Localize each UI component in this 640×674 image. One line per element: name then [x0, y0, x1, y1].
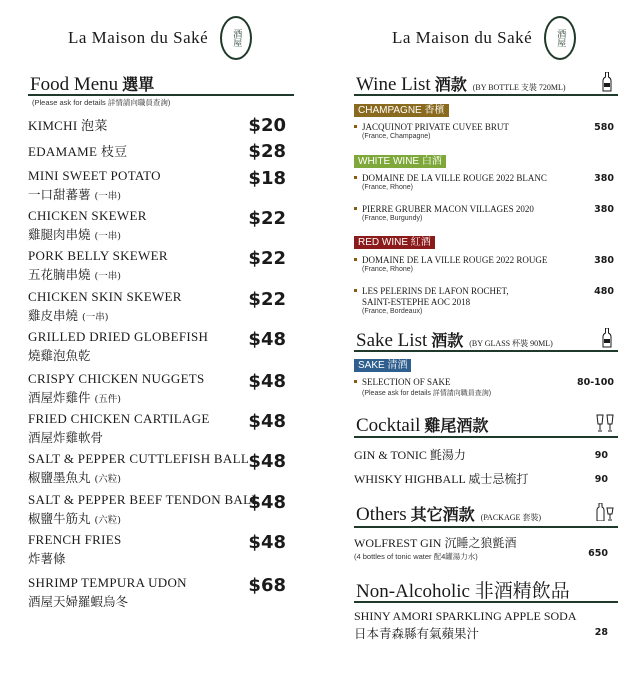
food-item-qty: (六粒) [94, 515, 121, 526]
food-item-price: $48 [248, 371, 286, 392]
wine-item [354, 122, 618, 140]
food-item [28, 329, 294, 364]
bottle-glass-icon [596, 503, 614, 521]
food-item-cn-name: 一口甜蕃薯 [28, 187, 91, 202]
food-title-rule [28, 94, 294, 96]
food-item-price: $48 [248, 329, 286, 350]
wine-item-name: DOMAINE DE LA VILLE ROUGE 2022 ROUGE [362, 255, 548, 265]
wine-item-price: 380 [594, 255, 614, 266]
others-item-price: 650 [588, 548, 608, 559]
food-item [28, 411, 294, 446]
brand-name: La Maison du Saké [392, 28, 533, 47]
wine-category-badge: WHITE WINE 白酒 [354, 155, 446, 168]
cocktail-item-price: 90 [594, 450, 608, 461]
food-item-price: $20 [248, 115, 286, 136]
food-item-qty: (一串) [94, 191, 121, 202]
food-item-cn-name: 燒雞泡魚乾 [28, 348, 91, 363]
food-item-cn-name: 椒鹽墨魚丸 [28, 470, 91, 485]
others-item-name: WOLFREST GIN 沉睡之狼氈酒 [354, 536, 517, 550]
wine-item-origin: (France, Rhone) [362, 184, 413, 191]
food-item [28, 451, 294, 486]
wine-list-title: Wine List 酒款 (BY BOTTLE 支裝 720ML) [356, 74, 566, 95]
sake-list-title: Sake List 酒款 (BY GLASS 杯裝 90ML) [356, 330, 553, 351]
food-item-cn-name: 雞皮串燒 [28, 308, 79, 323]
bullet [354, 207, 357, 210]
food-item-name: CHICKEN SKEWER [28, 208, 147, 223]
seal-logo: 酒屋 [220, 16, 252, 60]
cocktail-item-name: WHISKY HIGHBALL 威士忌梳打 [354, 472, 529, 486]
food-item [28, 208, 294, 243]
food-item [28, 141, 294, 160]
wine-item-name: DOMAINE DE LA VILLE ROUGE 2022 BLANC [362, 173, 547, 183]
food-item-cn-name: 雞腿肉串燒 [28, 227, 91, 242]
wine-item-price: 380 [594, 173, 614, 184]
wine-item-origin: (France, Burgundy) [362, 215, 423, 222]
non-alcoholic-item-cn: 日本青森縣有氣蘋果汁 [354, 627, 480, 641]
non-alcoholic-item [354, 609, 618, 642]
cocktail-item [354, 446, 618, 463]
bullet [354, 380, 357, 383]
food-item-name: KIMCHI 泡菜 [28, 118, 108, 133]
non-alcoholic-item-name: SHINY AMORI SPARKLING APPLE SODA [354, 609, 577, 623]
others-title-rule [354, 526, 618, 528]
cocktail-title-rule [354, 436, 618, 438]
food-item-name: GRILLED DRIED GLOBEFISH [28, 329, 209, 344]
food-item-name: EDAMAME 枝豆 [28, 144, 128, 159]
wine-category-badge: CHAMPAGNE 香檳 [354, 104, 449, 117]
food-item-qty: (六粒) [94, 474, 121, 485]
bullet [354, 258, 357, 261]
sake-bottle-icon [602, 328, 612, 348]
glasses-icon [596, 414, 614, 432]
sake-item-price: 80-100 [577, 377, 614, 388]
food-item-name: SALT & PEPPER BEEF TENDON BALL [28, 492, 260, 507]
food-item-qty: (一串) [82, 312, 109, 323]
wine-item-name: LES PELERINS DE LAFON ROCHET, [362, 286, 509, 296]
food-item-name: MINI SWEET POTATO [28, 168, 161, 183]
food-item-price: $48 [248, 532, 286, 553]
cocktail-item [354, 470, 618, 487]
food-item-qty: (一串) [94, 271, 121, 282]
wine-title-rule [354, 94, 618, 96]
wine-item-price: 580 [594, 122, 614, 133]
food-item-name: FRIED CHICKEN CARTILAGE [28, 411, 210, 426]
food-item [28, 248, 294, 283]
food-item-name: CRISPY CHICKEN NUGGETS [28, 371, 205, 386]
food-item-cn-name: 酒屋炸雞件 [28, 390, 91, 405]
sake-item [354, 377, 618, 398]
bullet [354, 125, 357, 128]
food-item-price: $48 [248, 451, 286, 472]
wine-item [354, 286, 618, 315]
food-item-name: FRENCH FRIES [28, 532, 122, 547]
wine-bottle-icon [602, 72, 612, 92]
sake-item-note: (Please ask for details 詳情請向職員查詢) [362, 390, 492, 397]
sake-item-name: SELECTION OF SAKE [362, 377, 451, 387]
brand-header-left [68, 16, 252, 60]
others-title: Others 其它酒款 (PACKAGE 套裝) [356, 504, 542, 525]
sake-badge: SAKE 清酒 [354, 359, 411, 372]
others-item [354, 534, 618, 562]
wine-item-price: 380 [594, 204, 614, 215]
wine-item [354, 255, 618, 273]
wine-item [354, 204, 618, 222]
food-item-price: $28 [248, 141, 286, 162]
food-item [28, 492, 294, 527]
wine-item-origin: (France, Rhone) [362, 266, 413, 273]
food-menu-title: Food Menu 選單 [30, 74, 155, 95]
food-note: (Please ask for details 詳情請向職員查詢) [32, 98, 171, 107]
wine-item-origin: (France, Champagne) [362, 133, 431, 140]
food-item-price: $48 [248, 411, 286, 432]
seal-logo: 酒屋 [544, 16, 576, 60]
food-item [28, 168, 294, 203]
food-item-price: $18 [248, 168, 286, 189]
cocktail-item-name: GIN & TONIC 氈湯力 [354, 448, 466, 462]
food-item-name: PORK BELLY SKEWER [28, 248, 168, 263]
food-item-qty: (五件) [94, 394, 121, 405]
food-item-name: CHICKEN SKIN SKEWER [28, 289, 182, 304]
food-item [28, 575, 294, 610]
bullet [354, 289, 357, 292]
wine-item [354, 173, 618, 191]
food-item [28, 532, 294, 567]
sake-title-rule [354, 350, 618, 352]
food-item-cn-name: 椒鹽牛筋丸 [28, 511, 91, 526]
food-item-name: SHRIMP TEMPURA UDON [28, 575, 187, 590]
food-item-price: $68 [248, 575, 286, 596]
cocktail-item-price: 90 [594, 474, 608, 485]
food-item-price: $22 [248, 208, 286, 229]
wine-item-name-line2: SAINT-ESTEPHE AOC 2018 [362, 297, 471, 307]
non-alcoholic-item-price: 28 [594, 627, 608, 638]
bullet [354, 176, 357, 179]
wine-item-price: 480 [594, 286, 614, 297]
food-item-cn-name: 炸薯條 [28, 551, 66, 566]
food-item [28, 371, 294, 406]
food-item-price: $22 [248, 289, 286, 310]
brand-name: La Maison du Saké [68, 28, 209, 47]
food-item-cn-name: 酒屋天婦羅蝦烏冬 [28, 594, 129, 609]
others-item-note: (4 bottles of tonic water 配4罐湯力水) [354, 552, 478, 561]
wine-category-badge: RED WINE 紅酒 [354, 236, 435, 249]
non-alcoholic-title-rule [354, 601, 618, 603]
brand-header-right [392, 16, 576, 60]
food-item-qty: (一串) [94, 231, 121, 242]
non-alcoholic-title: Non-Alcoholic 非酒精飲品 [356, 581, 570, 602]
wine-item-name: JACQUINOT PRIVATE CUVEE BRUT [362, 122, 509, 132]
food-item-cn-name: 五花腩串燒 [28, 267, 91, 282]
food-item [28, 115, 294, 134]
food-item-name: SALT & PEPPER CUTTLEFISH BALL [28, 451, 250, 466]
food-item-cn-name: 酒屋炸雞軟骨 [28, 430, 104, 445]
wine-item-name: PIERRE GRUBER MACON VILLAGES 2020 [362, 204, 534, 214]
wine-item-origin: (France, Bordeaux) [362, 308, 423, 315]
food-item-price: $22 [248, 248, 286, 269]
food-item-price: $48 [248, 492, 286, 513]
food-item [28, 289, 294, 324]
cocktail-title: Cocktail 雞尾酒款 [356, 415, 489, 436]
